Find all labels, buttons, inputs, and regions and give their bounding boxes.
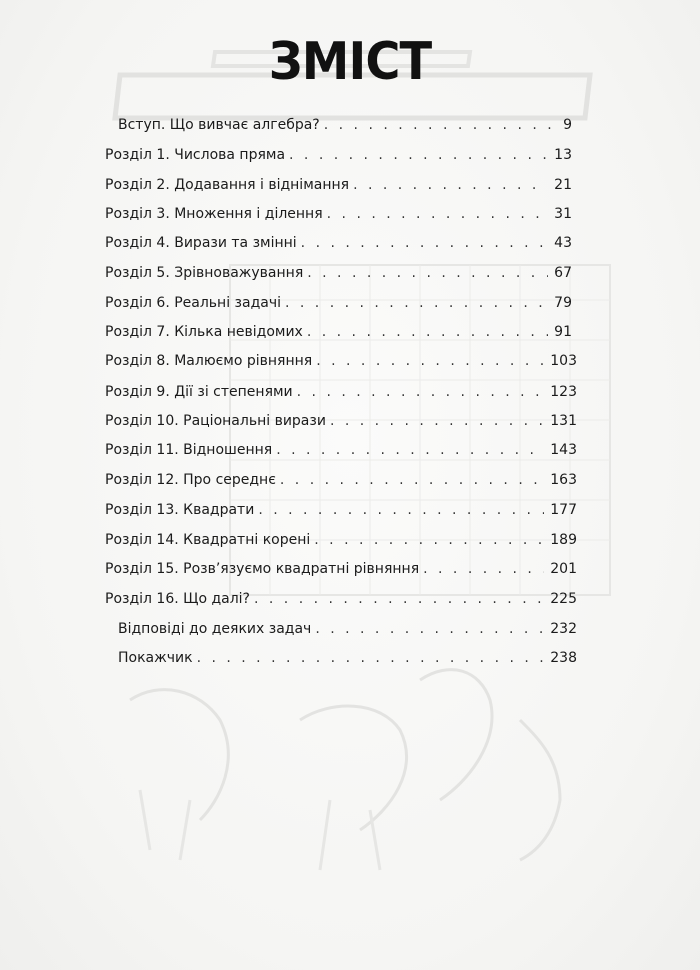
toc-entry-page: 177 xyxy=(550,502,577,518)
toc-entry-page: 232 xyxy=(550,621,577,637)
toc-entry-label: Розділ 12. Про середнє xyxy=(105,472,276,488)
toc-entry-page: 103 xyxy=(550,353,577,369)
toc-entry-label: Вступ. Що вивчає алгебра? xyxy=(118,117,320,133)
toc-entry[interactable] xyxy=(105,439,577,461)
toc-entry-label: Розділ 7. Кілька невідомих xyxy=(105,324,303,340)
toc-entry[interactable] xyxy=(105,232,572,254)
toc-entry-label: Розділ 16. Що далі? xyxy=(105,591,250,607)
toc-entry-label: Розділ 14. Квадратні корені xyxy=(105,532,311,548)
toc-entry-page: 91 xyxy=(554,324,572,340)
toc-entry-label: Розділ 13. Квадрати xyxy=(105,502,255,518)
toc-entry[interactable] xyxy=(105,174,572,196)
toc-entry[interactable] xyxy=(118,114,572,136)
toc-entry[interactable] xyxy=(105,321,572,343)
page-title: ЗМІСТ xyxy=(268,32,432,92)
toc-dot-leader xyxy=(285,292,548,314)
toc-entry-page: 163 xyxy=(550,472,577,488)
toc-entry-page: 225 xyxy=(550,591,577,607)
toc-entry[interactable] xyxy=(105,203,572,225)
toc-entry-page: 131 xyxy=(550,413,577,429)
toc-entry-page: 201 xyxy=(550,561,577,577)
toc-entry-page: 9 xyxy=(563,117,572,133)
toc-entry[interactable] xyxy=(105,350,577,372)
toc-dot-leader xyxy=(330,410,544,432)
toc-entry[interactable] xyxy=(105,588,577,610)
toc-entry[interactable] xyxy=(105,292,572,314)
toc-entry[interactable] xyxy=(118,647,577,669)
toc-dot-leader xyxy=(307,262,548,284)
toc-dot-leader xyxy=(327,203,549,225)
toc-entry[interactable] xyxy=(105,529,577,551)
toc-entry[interactable] xyxy=(105,469,577,491)
toc-entry-label: Розділ 2. Додавання і віднімання xyxy=(105,177,350,193)
toc-entry[interactable] xyxy=(105,381,577,403)
toc-dot-leader xyxy=(316,350,544,372)
toc-dot-leader xyxy=(289,144,548,166)
toc-entry-page: 43 xyxy=(554,235,572,251)
toc-entry-page: 21 xyxy=(554,177,572,193)
toc-dot-leader xyxy=(276,439,544,461)
toc-dot-leader xyxy=(280,469,544,491)
toc-dot-leader xyxy=(301,232,549,254)
toc-entry[interactable] xyxy=(105,144,572,166)
toc-entry[interactable] xyxy=(105,499,577,521)
toc-entry-label: Розділ 5. Зрівноважування xyxy=(105,265,304,281)
toc-dot-leader xyxy=(315,618,544,640)
toc-dot-leader xyxy=(324,114,557,136)
toc-entry-page: 123 xyxy=(550,384,577,400)
toc-entry-label: Розділ 8. Малюємо рівняння xyxy=(105,353,313,369)
toc-entry-label: Розділ 11. Відношення xyxy=(105,442,273,458)
toc-entry[interactable] xyxy=(105,262,572,284)
toc-entry-label: Відповіді до деяких задач xyxy=(118,621,312,637)
toc-entry-label: Розділ 9. Дії зі степенями xyxy=(105,384,293,400)
toc-dot-leader xyxy=(197,647,545,669)
toc-entry-page: 13 xyxy=(554,147,572,163)
toc-entry-page: 79 xyxy=(554,295,572,311)
toc-entry[interactable] xyxy=(105,410,577,432)
toc-entry-page: 189 xyxy=(550,532,577,548)
toc-entry[interactable] xyxy=(105,558,577,580)
toc-dot-leader xyxy=(423,558,544,580)
toc-entry[interactable] xyxy=(118,618,577,640)
toc-entry-label: Розділ 10. Раціональні вирази xyxy=(105,413,326,429)
toc-dot-leader xyxy=(254,588,544,610)
toc-dot-leader xyxy=(353,174,548,196)
toc-dot-leader xyxy=(307,321,548,343)
toc-entry-label: Розділ 15. Розв’язуємо квадратні рівняння xyxy=(105,561,420,577)
toc-entry-page: 67 xyxy=(554,265,572,281)
toc-entry-label: Розділ 1. Числова пряма xyxy=(105,147,286,163)
toc-dot-leader xyxy=(314,529,544,551)
toc-entry-page: 238 xyxy=(550,650,577,666)
toc-dot-leader xyxy=(258,499,544,521)
toc-entry-label: Розділ 6. Реальні задачі xyxy=(105,295,281,311)
toc-entry-label: Розділ 3. Множення і ділення xyxy=(105,206,323,222)
toc-entry-page: 31 xyxy=(554,206,572,222)
toc-dot-leader xyxy=(297,381,545,403)
toc-entry-label: Покажчик xyxy=(118,650,193,666)
toc-entry-label: Розділ 4. Вирази та змінні xyxy=(105,235,297,251)
toc-entry-page: 143 xyxy=(550,442,577,458)
